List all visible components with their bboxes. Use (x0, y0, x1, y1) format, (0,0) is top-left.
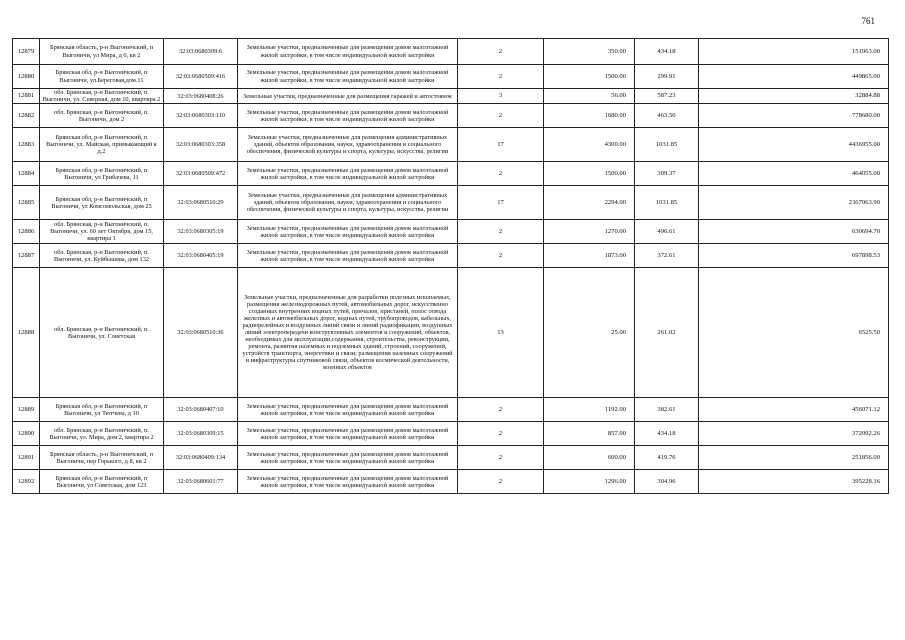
area-cell: 4300.00 (544, 128, 635, 162)
address-cell: Брянская обл, р-н Выгоничский, п Выгоничи, ул Грибачева, 11 (40, 162, 164, 186)
group-cell: 2 (458, 244, 544, 268)
land-use-cell: Земельные участки, предназначенные для размещения гаражей и автостоянок (238, 89, 458, 104)
specific-value-cell: 304.96 (635, 470, 699, 494)
cadastral-number-cell: 32:03:0680510:36 (164, 268, 238, 398)
group-cell: 3 (458, 89, 544, 104)
page-number: 761 (861, 16, 875, 26)
group-cell: 2 (458, 422, 544, 446)
cadastral-value-cell: 372092.26 (699, 422, 889, 446)
cadastral-value-cell: 456071.12 (699, 398, 889, 422)
land-use-cell: Земельные участки, предназначенные для размещения домов малоэтажной жилой застройки, в том числе индивидуальной жилой застройки (238, 39, 458, 65)
group-cell: 2 (458, 220, 544, 244)
specific-value-cell: 309.37 (635, 162, 699, 186)
cadastral-value-cell: 630694.70 (699, 220, 889, 244)
cadastral-value-cell: 464055.00 (699, 162, 889, 186)
cadastral-value-cell: 151963.00 (699, 39, 889, 65)
table-row (13, 128, 889, 162)
table-row (13, 422, 889, 446)
cadastral-number-cell: 32:03:0680309:15 (164, 422, 238, 446)
cadastral-number-cell: 32:03:0680509:416 (164, 65, 238, 89)
specific-value-cell: 1031.85 (635, 128, 699, 162)
area-cell: 350.00 (544, 39, 635, 65)
cadastral-value-table (12, 38, 889, 494)
table-row (13, 89, 889, 104)
cadastral-number-cell: 32:03:0680309:6 (164, 39, 238, 65)
group-cell: 2 (458, 398, 544, 422)
row-number-cell: 12886 (13, 220, 40, 244)
row-number-cell: 12882 (13, 104, 40, 128)
table-row (13, 186, 889, 220)
land-use-cell: Земельные участки, предназначенные для размещения домов малоэтажной жилой застройки, в том числе индивидуальной жилой застройки (238, 422, 458, 446)
land-use-cell: Земельные участки, предназначенные для размещения домов малоэтажной жилой застройки, в том числе индивидуальной жилой застройки (238, 162, 458, 186)
table-row (13, 398, 889, 422)
table-row (13, 104, 889, 128)
group-cell: 17 (458, 186, 544, 220)
cadastral-number-cell: 32:03:0680409:134 (164, 446, 238, 470)
specific-value-cell: 299.91 (635, 65, 699, 89)
row-number-cell: 12881 (13, 89, 40, 104)
land-use-cell: Земельные участки, предназначенные для размещения домов малоэтажной жилой застройки, в том числе индивидуальной жилой застройки (238, 104, 458, 128)
area-cell: 25.00 (544, 268, 635, 398)
group-cell: 2 (458, 104, 544, 128)
cadastral-number-cell: 32:03:0680405:19 (164, 244, 238, 268)
cadastral-value-cell: 6525.50 (699, 268, 889, 398)
cadastral-number-cell: 32:03:0680303:110 (164, 104, 238, 128)
area-cell: 1270.00 (544, 220, 635, 244)
group-cell: 2 (458, 39, 544, 65)
specific-value-cell: 261.02 (635, 268, 699, 398)
area-cell: 1296.00 (544, 470, 635, 494)
specific-value-cell: 419.76 (635, 446, 699, 470)
area-cell: 1873.00 (544, 244, 635, 268)
land-use-cell: Земельные участки, предназначенные для размещения домов малоэтажной жилой застройки, в том числе индивидуальной жилой застройки (238, 65, 458, 89)
area-cell: 56.00 (544, 89, 635, 104)
table-body (13, 39, 889, 494)
land-use-cell: Земельные участки, предназначенные для размещения административных зданий, объектов образования, науки, здравоохранения и социального обеспечения, физической культуры и спорта, культуры, искусства, религии (238, 186, 458, 220)
row-number-cell: 12880 (13, 65, 40, 89)
row-number-cell: 12889 (13, 398, 40, 422)
area-cell: 1500.00 (544, 65, 635, 89)
address-cell: обл. Брянская, р-н Выгоничский, п. Выгоничи, ул. Советская (40, 268, 164, 398)
group-cell: 2 (458, 162, 544, 186)
table-row (13, 244, 889, 268)
address-cell: обл. Брянская, р-н Выгоничский, п. Выгоничи, ул. Куйбышева, дом 132 (40, 244, 164, 268)
specific-value-cell: 587.23 (635, 89, 699, 104)
land-use-cell: Земельные участки, предназначенные для размещения домов малоэтажной жилой застройки, в том числе индивидуальной жилой застройки (238, 220, 458, 244)
address-cell: Брянская обл, р-н Выгоничский, п Выгоничи, ул Комсомольская, дом 25 (40, 186, 164, 220)
cadastral-number-cell: 32:03:0680408:26 (164, 89, 238, 104)
cadastral-value-cell: 32884.88 (699, 89, 889, 104)
row-number-cell: 12892 (13, 470, 40, 494)
table-row (13, 65, 889, 89)
land-use-cell: Земельные участки, предназначенные для размещения домов малоэтажной жилой застройки, в том числе индивидуальной жилой застройки (238, 244, 458, 268)
address-cell: Брянская обл, р-н Выгоничский, п Выгоничи, ул. Майская, примыкающий к д.2 (40, 128, 164, 162)
land-use-cell: Земельные участки, предназначенные для размещения домов малоэтажной жилой застройки, в том числе индивидуальной жилой застройки (238, 470, 458, 494)
area-cell: 600.00 (544, 446, 635, 470)
row-number-cell: 12884 (13, 162, 40, 186)
specific-value-cell: 434.18 (635, 39, 699, 65)
address-cell: обл. Брянская, р-н Выгоничский, п. Выгоничи, дом 2 (40, 104, 164, 128)
land-use-cell: Земельные участки, предназначенные для размещения домов малоэтажной жилой застройки, в том числе индивидуальной жилой застройки (238, 398, 458, 422)
address-cell: обл. Брянская, р-н Выгоничский, п. Выгоничи, ул. Мира, дом 2, квартира 2 (40, 422, 164, 446)
row-number-cell: 12888 (13, 268, 40, 398)
address-cell: Брянская обл, р-н Выгоничский, п Выгоничи, ул.Береговая,дом.11 (40, 65, 164, 89)
cadastral-value-cell: 778680.00 (699, 104, 889, 128)
area-cell: 1192.00 (544, 398, 635, 422)
cadastral-number-cell: 32:03:0680303:358 (164, 128, 238, 162)
table-row (13, 39, 889, 65)
specific-value-cell: 1031.85 (635, 186, 699, 220)
group-cell: 17 (458, 128, 544, 162)
address-cell: Брянская область, р-н Выгоничский, п Выгоничи, ул Мира, д 6, кв 2 (40, 39, 164, 65)
cadastral-number-cell: 32:03:0680510:29 (164, 186, 238, 220)
table-row (13, 162, 889, 186)
cadastral-value-cell: 449865.00 (699, 65, 889, 89)
table-row (13, 446, 889, 470)
land-use-cell: Земельные участки, предназначенные для размещения административных зданий, объектов образования, науки, здравоохранения и социального обеспечения, физической культуры и спорта, культуры, искусства, религии (238, 128, 458, 162)
cadastral-value-cell: 395228.16 (699, 470, 889, 494)
area-cell: 1680.00 (544, 104, 635, 128)
address-cell: Брянская обл, р-н Выгоничский, п Выгоничи, ул Советская, дом 123 (40, 470, 164, 494)
row-number-cell: 12891 (13, 446, 40, 470)
group-cell: 13 (458, 268, 544, 398)
specific-value-cell: 382.61 (635, 398, 699, 422)
specific-value-cell: 496.61 (635, 220, 699, 244)
group-cell: 2 (458, 470, 544, 494)
cadastral-value-cell: 4436955.00 (699, 128, 889, 162)
area-cell: 1500.00 (544, 162, 635, 186)
table-row (13, 220, 889, 244)
cadastral-value-cell: 697898.53 (699, 244, 889, 268)
land-use-cell: Земельные участки, предназначенные для разработки полезных ископаемых, размещения железнодорожных путей, автомобильных дорог, искусственно созданных внутренних водных путей, причалов, пристаней, полос отвода железных и автомобильных дорог, водных путей, трубопроводов, кабельных, радиорелейных и воздушных линий связи и линий радиофикации, воздушных линий электропередачи конструктивных элементов и сооружений, объектов, необходимых для эксплуатации,содержания, строительства, реконструкции, ремонта, развития наземных и подземных зданий, строений, сооружений, устройств транспорта, энергетики и связи; размещения наземных сооружений и инфраструктуры спутниковой связи, объектов космической деятельности, военных объектов (238, 268, 458, 398)
area-cell: 857.00 (544, 422, 635, 446)
cadastral-value-cell: 2367063.90 (699, 186, 889, 220)
table-row (13, 470, 889, 494)
group-cell: 2 (458, 446, 544, 470)
row-number-cell: 12879 (13, 39, 40, 65)
specific-value-cell: 434.18 (635, 422, 699, 446)
cadastral-number-cell: 32:03:0680305:19 (164, 220, 238, 244)
row-number-cell: 12887 (13, 244, 40, 268)
address-cell: Брянская обл, р-н Выгоничский, п Выгоничи, ул Тютчева, д 10 (40, 398, 164, 422)
specific-value-cell: 463.50 (635, 104, 699, 128)
land-use-cell: Земельные участки, предназначенные для размещения домов малоэтажной жилой застройки, в том числе индивидуальной жилой застройки (238, 446, 458, 470)
group-cell: 2 (458, 65, 544, 89)
table-row (13, 268, 889, 398)
specific-value-cell: 372.61 (635, 244, 699, 268)
address-cell: обл. Брянская, р-н Выгоничский, п. Выгоничи, ул. Северная, дом 10, квартира 2 (40, 89, 164, 104)
cadastral-number-cell: 32:03:0680601:77 (164, 470, 238, 494)
cadastral-number-cell: 32:03:0680509:472 (164, 162, 238, 186)
row-number-cell: 12885 (13, 186, 40, 220)
cadastral-number-cell: 32:03:0680407:10 (164, 398, 238, 422)
address-cell: обл. Брянская, р-н Выгоничский, п. Выгоничи, ул. 60 лет Октября, дом 15, квартира 1 (40, 220, 164, 244)
area-cell: 2294.00 (544, 186, 635, 220)
cadastral-value-cell: 251856.00 (699, 446, 889, 470)
row-number-cell: 12883 (13, 128, 40, 162)
row-number-cell: 12890 (13, 422, 40, 446)
address-cell: Брянская область, р-н Выгоничский, п Выгоничи, пер Горького, д 8, кв 2 (40, 446, 164, 470)
